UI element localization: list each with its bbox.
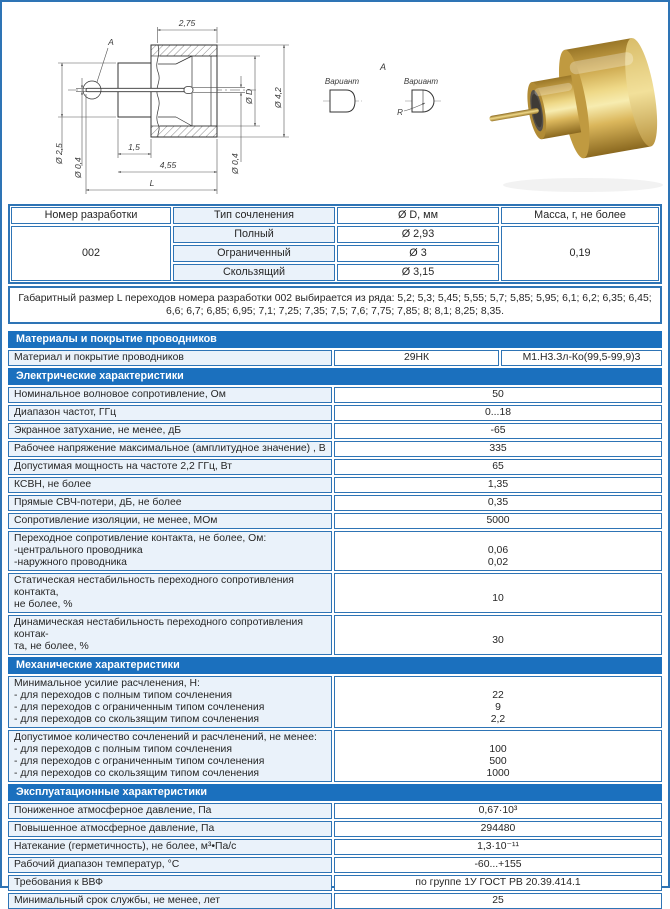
spec-label: Допустимая мощность на частоте 2,2 ГГц, Вт xyxy=(8,459,332,475)
spec-value: 1,3·10⁻¹¹ xyxy=(334,839,662,855)
spec-label: Экранное затухание, не менее, дБ xyxy=(8,423,332,439)
spec-label: Пониженное атмосферное давление, Па xyxy=(8,803,332,819)
spec-label: Требования к ВВФ xyxy=(8,875,332,891)
section-header: Механические характеристики xyxy=(8,657,662,674)
main-section-view xyxy=(68,45,256,137)
callout-a-label: A xyxy=(108,37,114,47)
spec-row xyxy=(8,875,662,891)
spec-row xyxy=(8,573,662,613)
column-header-coupling-type: Тип сочленения xyxy=(173,207,335,224)
radius-label: R xyxy=(397,108,403,117)
dim-dia-small-label: Ø 2,5 xyxy=(54,143,64,164)
coupling-type-cell: Полный xyxy=(173,226,335,243)
section-header: Эксплуатационные характеристики xyxy=(8,784,662,801)
spec-label: Динамическая нестабильность переходного сопротивления контак- та, не более, % xyxy=(8,615,332,655)
spec-label: Номинальное волновое сопротивление, Ом xyxy=(8,387,332,403)
spec-row xyxy=(8,350,662,366)
coupling-type-cell: Ограниченный xyxy=(173,245,335,262)
spec-row xyxy=(8,857,662,873)
spec-value: 0,35 xyxy=(334,495,662,511)
spec-label: Рабочее напряжение максимальное (амплитудное значение) , В xyxy=(8,441,332,457)
spec-label: Переходное сопротивление контакта, не более, Ом: -центрального проводника -наружного проводника xyxy=(8,531,332,571)
spec-value: 22 9 2,2 xyxy=(334,676,662,728)
dev-number-cell: 002 xyxy=(11,226,171,281)
spec-value: 1,35 xyxy=(334,477,662,493)
spec-row xyxy=(8,531,662,571)
spec-row xyxy=(8,615,662,655)
spec-label: Диапазон частот, ГГц xyxy=(8,405,332,421)
column-header-dev-number: Номер разработки xyxy=(11,207,171,224)
parameters-table xyxy=(8,204,662,284)
column-header-diameter: Ø D, мм xyxy=(337,207,499,224)
spec-value: -60...+155 xyxy=(334,857,662,873)
spec-label: Повышенное атмосферное давление, Па xyxy=(8,821,332,837)
diameter-cell: Ø 2,93 xyxy=(337,226,499,243)
spec-row xyxy=(8,839,662,855)
column-header-mass: Масса, г, не более xyxy=(501,207,659,224)
diameter-cell: Ø 3,15 xyxy=(337,264,499,281)
spec-label: Сопротивление изоляции, не менее, МОм xyxy=(8,513,332,529)
section-header: Электрические характеристики xyxy=(8,368,662,385)
dim-dia-pin-label: Ø 0,4 xyxy=(73,157,83,178)
specs-table xyxy=(8,331,662,909)
diameter-cell: Ø 3 xyxy=(337,245,499,262)
spec-row xyxy=(8,387,662,403)
size-note: Габаритный размер L переходов номера разработки 002 выбирается из ряда: 5,2; 5,3; 5,45; 5,55; 5,7; 5,85; 5,95; 6,1; 6,2; 6,35; 6,45; 6,6; 6,7; 6,85; 6,95; 7,1; 7,25; 7,35; 7,5; 7,6; 7,75; 7,85; 8; 8,1; 8,25; 8,35. xyxy=(8,286,662,324)
spec-row xyxy=(8,513,662,529)
spec-value: 30 xyxy=(334,615,662,655)
spec-row xyxy=(8,730,662,782)
spec-label: Статическая нестабильность переходного сопротивления контакта, не более, % xyxy=(8,573,332,613)
spec-value: 50 xyxy=(334,387,662,403)
spec-value: 25 xyxy=(334,893,662,909)
spec-label: Допустимое количество сочленений и расчленений, не менее: - для переходов с полным типом сочленения - для переходов с ограниченным типом сочленения - для переходов со скользящим типом сочленения xyxy=(8,730,332,782)
dim-step-label: 1,5 xyxy=(128,142,140,152)
spec-label: Минимальный срок службы, не менее, лет xyxy=(8,893,332,909)
spec-value: 335 xyxy=(334,441,662,457)
variant-left-shape xyxy=(330,90,355,112)
spec-label: Рабочий диапазон температур, °С xyxy=(8,857,332,873)
spec-value: 65 xyxy=(334,459,662,475)
spec-row xyxy=(8,893,662,909)
spec-row xyxy=(8,495,662,511)
spec-label: Прямые СВЧ-потери, дБ, не более xyxy=(8,495,332,511)
spec-row xyxy=(8,676,662,728)
mass-cell: 0,19 xyxy=(501,226,659,281)
spec-value: по группе 1У ГОСТ РВ 20.39.414.1 xyxy=(334,875,662,891)
coupling-type-cell: Скользящий xyxy=(173,264,335,281)
spec-row xyxy=(8,459,662,475)
view-a-label: А xyxy=(379,62,387,72)
section-header: Материалы и покрытие проводников xyxy=(8,331,662,348)
spec-value: 10 xyxy=(334,573,662,613)
technical-drawing xyxy=(8,2,662,204)
spec-label: Минимальное усилие расчленения, Н: - для переходов с полным типом сочленения - для переходов с ограниченным типом сочленения - для переходов со скользящим типом сочленения xyxy=(8,676,332,728)
spec-value: 100 500 1000 xyxy=(334,730,662,782)
connector-photo xyxy=(480,36,664,192)
variant-right-label: Вариант xyxy=(403,77,439,86)
dim-dia-socket-label: Ø 0,4 xyxy=(230,153,240,174)
spec-value: М1.Н3.Зл-Ко(99,5-99,9)3 xyxy=(501,350,662,366)
spec-value: 0,06 0,02 xyxy=(334,531,662,571)
dim-dia-d-label: Ø D xyxy=(244,88,254,104)
spec-row xyxy=(8,477,662,493)
dim-front-width-label: 2,75 xyxy=(178,18,196,28)
spec-row xyxy=(8,423,662,439)
spec-value: 294480 xyxy=(334,821,662,837)
spec-row xyxy=(8,803,662,819)
spec-label: Материал и покрытие проводников xyxy=(8,350,332,366)
variant-left-label: Вариант xyxy=(324,77,360,86)
spec-value: 0...18 xyxy=(334,405,662,421)
spec-value: 5000 xyxy=(334,513,662,529)
spec-label: Натекание (герметичность), не более, м³•Па/с xyxy=(8,839,332,855)
variant-views xyxy=(323,62,442,117)
spec-label: КСВН, не более xyxy=(8,477,332,493)
drawing-area xyxy=(8,2,662,204)
dim-total-length-label: L xyxy=(149,178,155,188)
spec-row xyxy=(8,821,662,837)
dim-body-length-label: 4,55 xyxy=(159,160,177,170)
spec-row xyxy=(8,405,662,421)
spec-row xyxy=(8,441,662,457)
spec-value: 0,67·10³ xyxy=(334,803,662,819)
spec-value: 29НК xyxy=(334,350,499,366)
dim-dia-outer-label: Ø 4,2 xyxy=(273,87,283,108)
spec-value: -65 xyxy=(334,423,662,439)
